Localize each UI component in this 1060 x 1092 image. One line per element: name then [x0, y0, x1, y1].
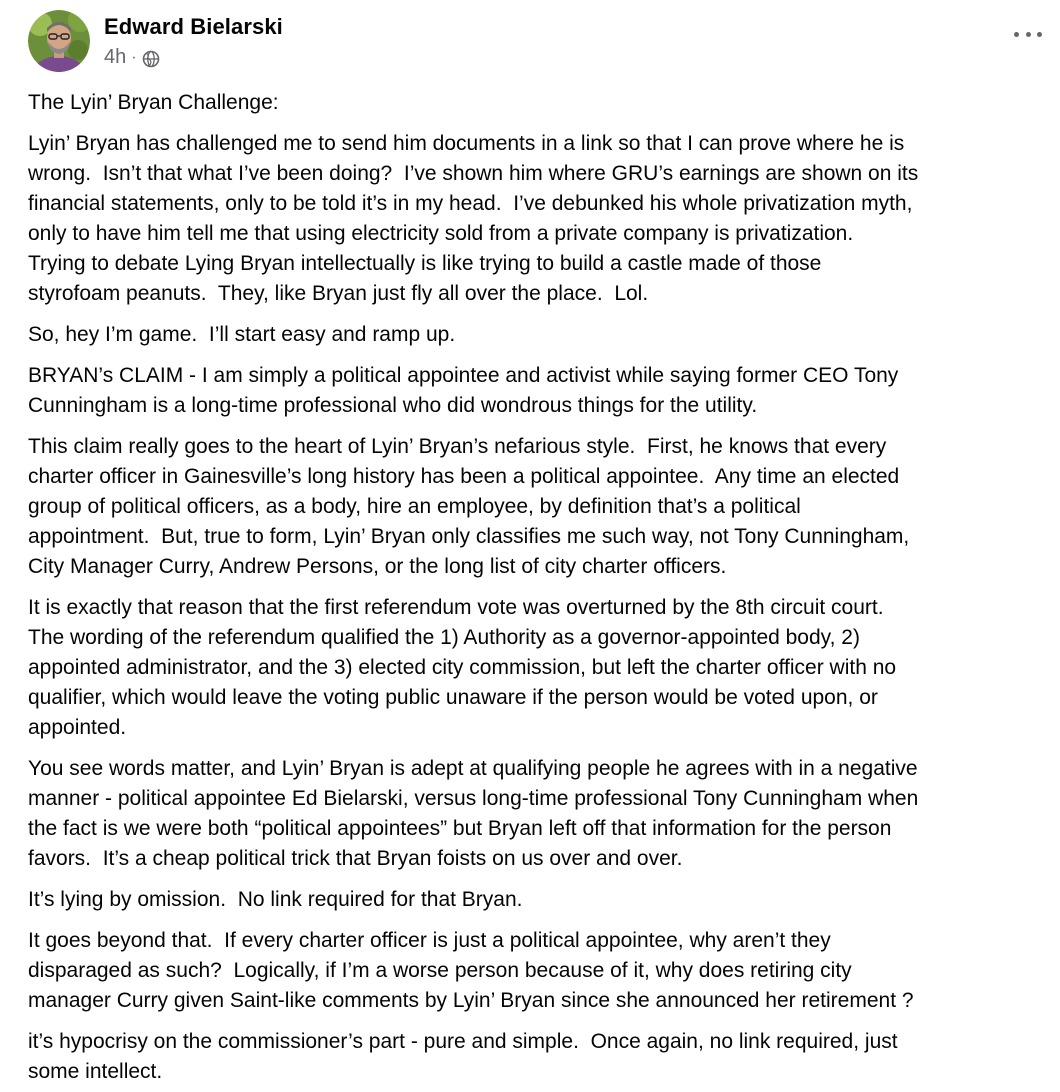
globe-icon[interactable] — [142, 50, 160, 68]
post-paragraph: This claim really goes to the heart of Lyin’ Bryan’s nefarious style. First, he knows that every charter officer in Gainesville’s long history has been a political appointee. Any time an elected group of political officers, as a body, hire an employee, by definition that’s a political appointment. But, true to form, Lyin’ Bryan only classifies me such way, not Tony Cunningham, City Manager Curry, Andrew Persons, or the long list of city charter officers. — [28, 435, 910, 578]
post-header — [28, 10, 1048, 74]
post-paragraph: It is exactly that reason that the first referendum vote was overturned by the 8th circuit court. The wording of the referendum qualified the 1) Authority as a governor-appointed body, 2) appointed administrator, and the 3) elected city commission, but left the charter officer with no qualifier, which would leave the voting public unaware if the person would be voted upon, or appointed. — [28, 596, 897, 739]
more-dot — [1014, 32, 1019, 37]
post-paragraph: It’s lying by omission. No link required for that Bryan. — [28, 888, 523, 911]
more-dot — [1037, 32, 1042, 37]
post-meta — [104, 46, 160, 69]
post-paragraph: BRYAN’s CLAIM - I am simply a political appointee and activist while saying former CEO Tony Cunningham is a long-time professional who did wondrous things for the utility. — [28, 364, 899, 417]
post-paragraph: Lyin’ Bryan has challenged me to send him documents in a link so that I can prove where he is wrong. Isn’t that what I’ve been doing? I’ve shown him where GRU’s earnings are shown on its financial statements, only to be told it’s in my head. I’ve debunked his whole privatization myth, only to have him tell me that using electricity sold from a private company is privatization. Trying to debate Lying Bryan intellectually is like trying to build a castle made of those styrofoam peanuts. They, like Bryan just fly all over the place. Lol. — [28, 132, 919, 305]
post-paragraph: So, hey I’m game. I’ll start easy and ramp up. — [28, 323, 456, 346]
post-paragraph: It goes beyond that. If every charter officer is just a political appointee, why aren’t they disparaged as such? Logically, if I’m a worse person because of it, why does retiring city manager Curry given Saint-like comments by Lyin’ Bryan since she announced her retirement ? — [28, 929, 914, 1012]
more-dot — [1026, 32, 1031, 37]
post-body — [28, 88, 1056, 1092]
more-options-icon[interactable] — [1012, 24, 1044, 44]
post-timestamp[interactable]: 4h — [104, 46, 127, 68]
meta-separator: · — [131, 48, 137, 66]
post-paragraph: You see words matter, and Lyin’ Bryan is adept at qualifying people he agrees with in a negative manner - political appointee Ed Bielarski, versus long-time professional Tony Cunningham when the fact is we were both “political appointees” but Bryan left off that information for the person favors. It’s a cheap political trick that Bryan foists on us over and over. — [28, 757, 919, 870]
post-paragraph: it’s hypocrisy on the commissioner’s part - pure and simple. Once again, no link required, just some intellect. — [28, 1030, 898, 1083]
author-name[interactable]: Edward Bielarski — [104, 14, 283, 39]
post-paragraph: The Lyin’ Bryan Challenge: — [28, 91, 279, 114]
author-avatar[interactable] — [28, 10, 90, 72]
